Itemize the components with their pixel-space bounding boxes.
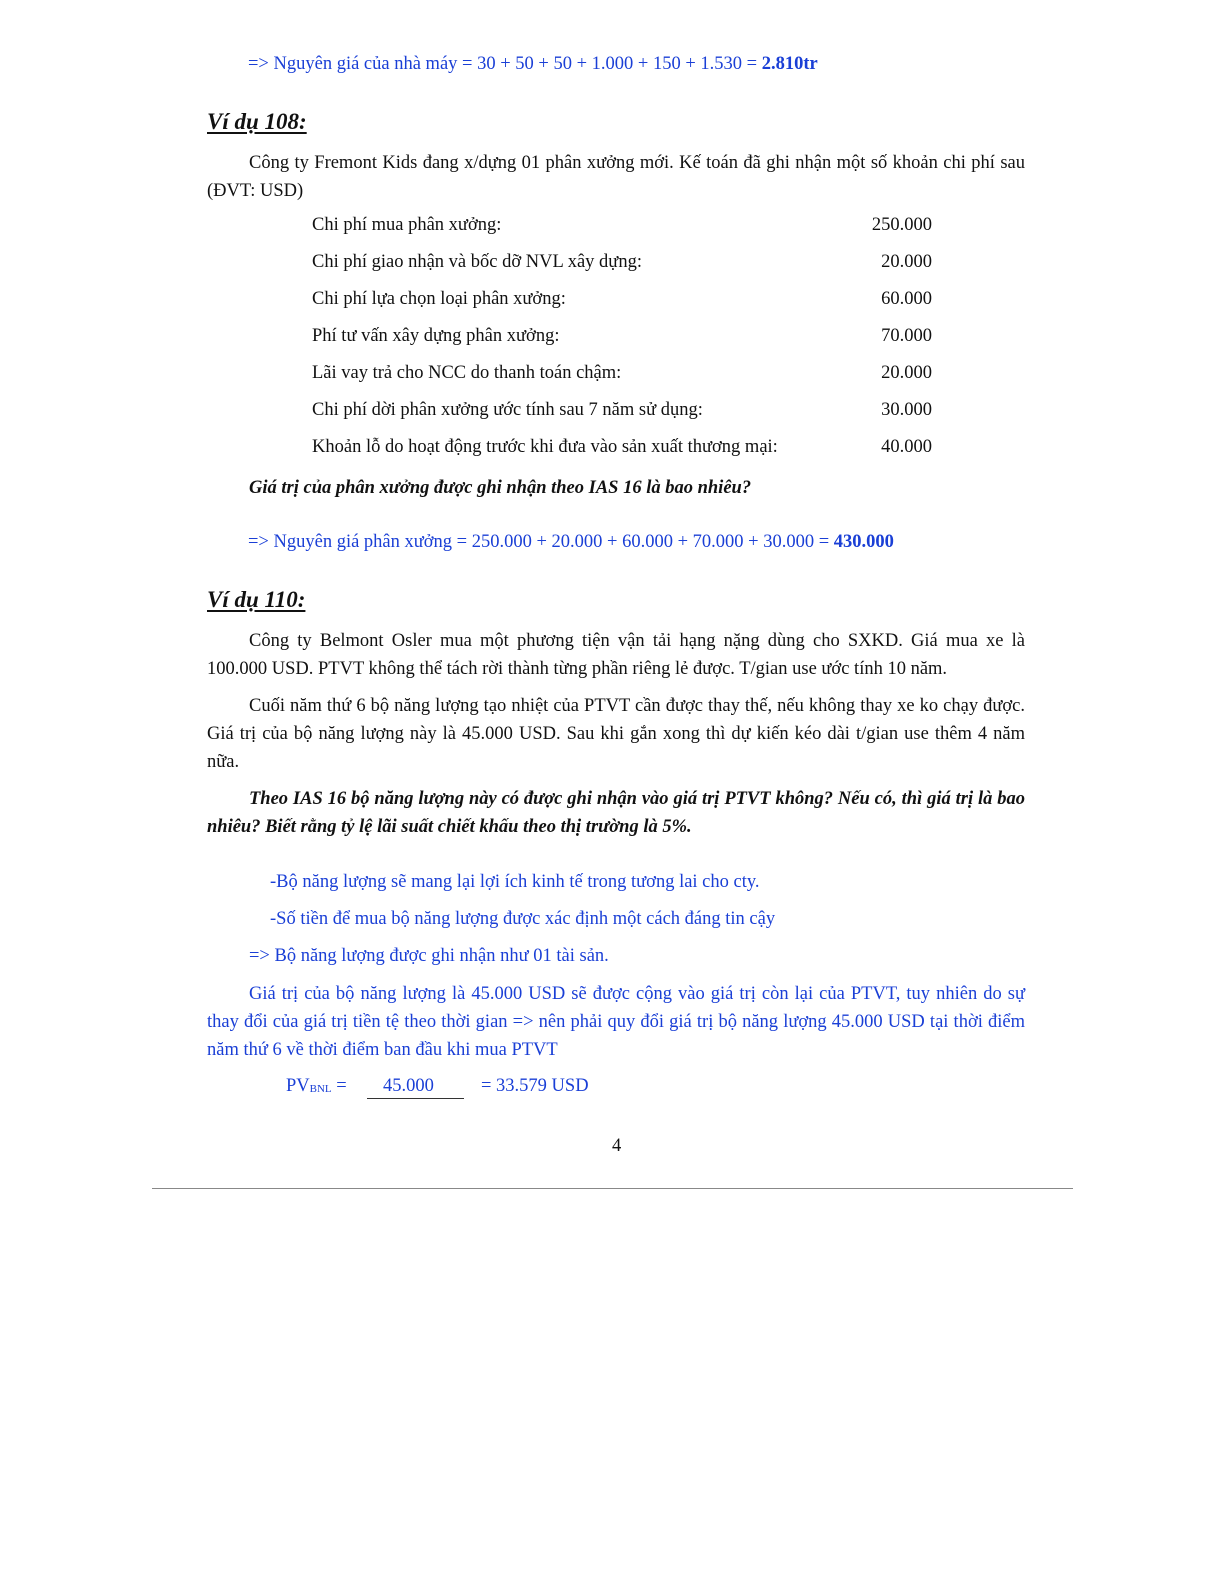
example-108-question: Giá trị của phân xưởng được ghi nhận theo IAS 16 là bao nhiêu? [249, 478, 752, 498]
example-108-answer-value: 430.000 [833, 532, 894, 552]
cost-row [312, 252, 932, 282]
cost-value: 20.000 [881, 363, 932, 383]
example-108-answer-text: => Nguyên giá phân xưởng = 250.000 + 20.000 + 60.000 + 70.000 + 30.000 = [248, 532, 834, 552]
cost-value: 60.000 [881, 289, 932, 309]
cost-label: Phí tư vấn xây dựng phân xưởng: [312, 326, 560, 346]
pv-explanation: Giá trị của bộ năng lượng là 45.000 USD sẽ được cộng vào giá trị còn lại của PTVT, tuy nhiên do sự thay đổi của giá trị tiền tệ theo thời gian => nên phải quy đổi giá trị bộ năng lượng 45.000 USD tại thời điểm năm thứ 6 về thời điểm ban đầu khi mua PTVT [207, 984, 1025, 1060]
pv-equals: = [331, 1076, 347, 1096]
nha-may-result-line [248, 50, 818, 78]
pv-symbol: PV [286, 1076, 310, 1096]
bullet-economic-benefit: -Bộ năng lượng sẽ mang lại lợi ích kinh tế trong tương lai cho cty. [270, 872, 760, 892]
cost-value: 30.000 [881, 400, 932, 420]
cost-row [312, 289, 932, 319]
cost-label: Chi phí giao nhận và bốc dỡ NVL xây dựng: [312, 252, 642, 272]
example-108-heading: Ví dụ 108: [207, 109, 307, 134]
cost-value: 20.000 [881, 252, 932, 272]
cost-value: 70.000 [881, 326, 932, 346]
cost-label: Chi phí mua phân xưởng: [312, 215, 502, 235]
cost-label: Chi phí dời phân xưởng ước tính sau 7 năm sử dụng: [312, 400, 703, 420]
example-108-intro: Công ty Fremont Kids đang x/dựng 01 phân xưởng mới. Kế toán đã ghi nhận một số khoản chi phí sau (ĐVT: USD) [207, 153, 1025, 201]
pv-numerator: 45.000 [383, 1076, 434, 1096]
pv-result: = 33.579 USD [481, 1076, 589, 1096]
pv-subscript: BNL [309, 1083, 332, 1095]
cost-value: 40.000 [881, 437, 932, 457]
bullet-reliable-measurement: -Số tiền để mua bộ năng lượng được xác định một cách đáng tin cậy [270, 909, 776, 929]
cost-value: 250.000 [871, 215, 932, 235]
example-110-question: Theo IAS 16 bộ năng lượng này có được ghi nhận vào giá trị PTVT không? Nếu có, thì giá trị là bao nhiêu? Biết rằng tỷ lệ lãi suất chiết khấu theo thị trường là 5%. [207, 789, 1025, 837]
cost-label: Chi phí lựa chọn loại phân xưởng: [312, 289, 566, 309]
example-110-para-1: Công ty Belmont Osler mua một phương tiện vận tải hạng nặng dùng cho SXKD. Giá mua xe là 100.000 USD. PTVT không thể tách rời thành từng phần riêng lẻ được. T/gian use ước tính 10 năm. [207, 631, 1025, 679]
recognition-conclusion: => Bộ năng lượng được ghi nhận như 01 tài sản. [249, 946, 609, 966]
nha-may-result-text: => Nguyên giá của nhà máy = 30 + 50 + 50 + 1.000 + 150 + 1.530 = [248, 54, 762, 74]
cost-row [312, 326, 932, 356]
example-108-answer [248, 528, 894, 556]
example-110-para-2: Cuối năm thứ 6 bộ năng lượng tạo nhiệt của PTVT cần được thay thế, nếu không thay xe ko chạy được. Giá trị của bộ năng lượng này là 45.000 USD. Sau khi gắn xong thì dự kiến kéo dài t/gian use thêm 4 năm nữa. [207, 696, 1025, 772]
cost-label: Khoản lỗ do hoạt động trước khi đưa vào sản xuất thương mại: [312, 437, 778, 457]
pv-formula-lhs [286, 1072, 347, 1102]
page-divider [152, 1188, 1073, 1189]
cost-row [312, 363, 932, 393]
example-110-heading: Ví dụ 110: [207, 587, 306, 612]
cost-row [312, 400, 932, 430]
fraction-line [367, 1098, 464, 1099]
cost-label: Lãi vay trả cho NCC do thanh toán chậm: [312, 363, 622, 383]
page-number: 4 [612, 1136, 622, 1156]
cost-row [312, 215, 932, 245]
nha-may-result-value: 2.810tr [761, 54, 818, 74]
cost-row [312, 437, 932, 467]
